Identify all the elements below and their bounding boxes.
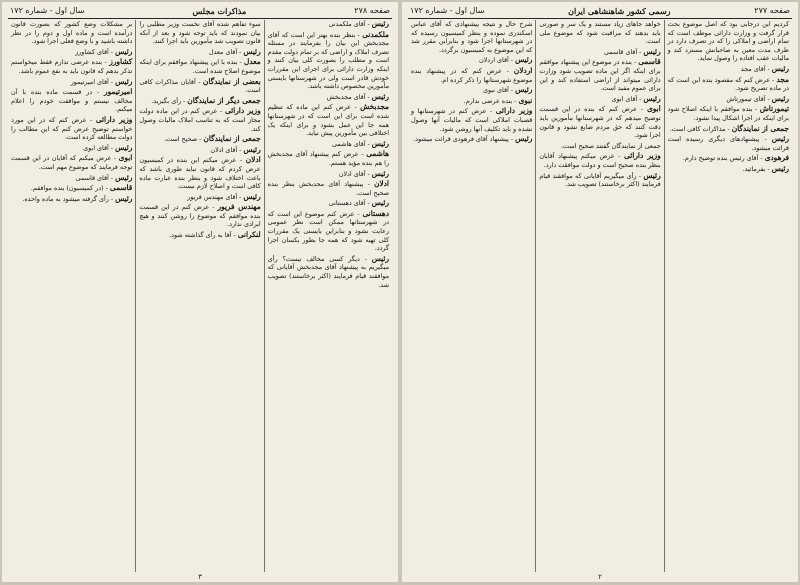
speaker-name: رئیس — [515, 55, 533, 65]
speech-paragraph — [11, 144, 132, 153]
left-page-number: ۳ — [198, 573, 202, 581]
speaker-name: رئیس — [115, 172, 133, 182]
right-page-issue: سال اول - شماره ۱۷۲ — [410, 6, 485, 15]
speech-text: - آقای امیرتیمور — [70, 77, 114, 86]
speech-text: - عرض کنم که در پیشنهاد بنده موضوع شهرستانها را ذکر کرده ام. — [411, 66, 533, 84]
speech-text: - بنده موافقم با اینکه اصلاح شود برای اینکه در اجرا اشکال پیدا نشود. — [667, 105, 789, 122]
speech-paragraph — [411, 56, 532, 65]
speech-paragraph — [411, 97, 532, 106]
speaker-name: رئیس — [371, 91, 389, 101]
speech-text: - آقای نبوی — [483, 86, 514, 95]
speech-paragraph — [668, 20, 789, 63]
speaker-name: رئیس — [643, 170, 661, 180]
speech-paragraph — [539, 48, 660, 57]
speech-paragraph — [268, 210, 389, 253]
speaker-name: وزیر دارائی — [495, 106, 533, 116]
speaker-name: قاسمی — [638, 57, 661, 67]
speech-text: - رأی گرفته میشود به ماده واحده. — [22, 194, 114, 203]
speech-paragraph — [268, 140, 389, 149]
right-page-columns — [408, 20, 792, 572]
speaker-name: رئیس — [371, 168, 389, 178]
left-page-header — [8, 6, 392, 19]
right-page-header — [408, 6, 792, 19]
speech-text: - صحیح است. — [164, 135, 202, 144]
speaker-name: وزیر دارائی — [224, 106, 261, 116]
left-page-columns — [8, 20, 392, 572]
speech-paragraph — [668, 125, 789, 134]
speech-paragraph — [668, 165, 789, 174]
speech-paragraph — [11, 88, 132, 114]
speaker-name: ادلان — [245, 155, 261, 165]
speech-text: - آقای قاسمی — [603, 47, 642, 56]
speech-paragraph — [539, 152, 660, 169]
speaker-name: دهستانی — [362, 208, 389, 218]
speech-paragraph — [139, 156, 260, 190]
speech-paragraph — [411, 86, 532, 95]
speech-paragraph — [268, 255, 389, 289]
speaker-name: اردلان — [513, 65, 533, 75]
speech-paragraph — [668, 65, 789, 74]
speaker-name: جمعی از نمایندگان — [731, 123, 789, 133]
speech-text: - عرض کنم موضوع این است که در شهرستانها ممکن است نظر عمومی رعایت نشود و بنابراین بایستی یک مقررات کلی تهیه شود که همه جا بطور یکسان اجرا گردد. — [267, 209, 389, 253]
speaker-name: رئیس — [115, 46, 133, 56]
speech-paragraph — [268, 20, 389, 29]
speaker-name: رئیس — [643, 93, 661, 103]
speech-text: بر مشکلات وضع کشور که بصورت قانون درآمده است و ماده اول و دوم را در نظر داشته باشید و با وضع فعلی اجرا شود. — [11, 20, 133, 46]
speech-text: - پیشنهاد آقای مجدبخش بنظر بنده صحیح است. — [267, 180, 389, 197]
speaker-name: رئیس — [771, 163, 789, 173]
speech-paragraph — [411, 20, 532, 54]
speaker-name: لنکرانی — [237, 230, 261, 240]
left-column-1 — [265, 20, 392, 572]
right-page — [402, 2, 798, 582]
speaker-name: نبوی — [518, 95, 533, 105]
speech-text: - بنده عرضی ندارم. — [463, 96, 517, 105]
speech-text: - آقای اردلان — [478, 56, 514, 65]
speech-text: - عرض کنم که مقصود بنده این است که در ماده تصریح شود. — [667, 75, 789, 93]
speech-paragraph — [539, 172, 660, 189]
speech-text: - آقای ابوی — [611, 94, 642, 103]
speaker-name: وزیر دارائی — [624, 151, 661, 161]
speech-paragraph — [139, 135, 260, 144]
right-column-1 — [665, 20, 792, 572]
speech-text: - آقای ملکمدنی — [328, 20, 370, 28]
speech-paragraph — [539, 142, 660, 151]
right-column-3 — [408, 20, 536, 572]
speaker-name: مجدبخش — [360, 102, 389, 112]
speaker-name: فرهودی — [764, 153, 789, 163]
speaker-name: ابوی — [118, 153, 133, 163]
speech-text: - آقای تیمورتاش — [726, 94, 770, 103]
speech-paragraph — [139, 107, 260, 133]
speech-paragraph — [668, 135, 789, 152]
speaker-name: رئیس — [771, 134, 789, 144]
speaker-name: بعضی از نمایندگان — [202, 76, 261, 86]
speaker-name: رئیس — [515, 134, 533, 144]
speech-text: سوء تفاهم شده آقای نخست وزیر مطلبی را بیان نمودند که باید توجه شود و بعد از آنکه قانون تصویب شد مأمورین باید اجرا کنند. — [139, 20, 261, 46]
speech-paragraph — [11, 154, 132, 171]
speech-text: - مذاکرات کافی است. — [669, 124, 730, 133]
speaker-name: رئیس — [115, 193, 133, 203]
speech-paragraph — [11, 58, 132, 75]
speech-text: - آقای مجدبخش — [326, 92, 370, 101]
speech-text: - آقای ادلان — [338, 169, 370, 178]
speech-text: - آقای ادلان — [210, 145, 242, 154]
speaker-name: رئیس — [243, 46, 261, 56]
speaker-name: کشاورز — [109, 57, 133, 67]
speech-paragraph — [411, 107, 532, 133]
speech-text: - پیشنهادهای دیگری رسیده است قرائت میشود. — [667, 135, 789, 152]
speech-paragraph — [268, 199, 389, 208]
speaker-name: قاسمی — [109, 183, 133, 193]
speech-text: خواهد جاهای زیاد مستند و یک سر و صورتی باید بدهند که مراقبت شود که موضوع ملی است. — [539, 20, 661, 46]
speech-text: - رأی میگیریم آقایانی که موافقند قیام فرمایند (اکثر برخاستند) تصویب شد. — [539, 171, 661, 189]
speech-paragraph — [139, 193, 260, 202]
right-page-number: ۲ — [598, 573, 602, 581]
speech-text: جمعی از نمایندگان گفتند صحیح است. — [560, 141, 661, 150]
speech-paragraph — [11, 174, 132, 183]
speaker-name: تیمورتاش — [759, 104, 789, 114]
speech-text: - عرض میکنم پیشنهاد آقایان بنظر بنده صحیح است و دولت موافقت دارد. — [539, 152, 661, 169]
speech-paragraph — [139, 78, 260, 95]
speech-paragraph — [268, 103, 389, 137]
speech-text: - آقای معدل — [208, 47, 242, 56]
speaker-name: رئیس — [515, 85, 533, 95]
left-page-title: مذاکرات مجلس — [192, 6, 247, 16]
speaker-name: هاشمی — [366, 149, 389, 159]
speech-text: - عرض کنم این ماده که تنظیم شده است برای این است که در شهرستانها همه جا این عمل بشود و برای اینکه یک اختلافی بین مأمورین پیش نیاید. — [267, 103, 389, 138]
speech-paragraph — [139, 231, 260, 240]
speech-text: - عرض کنم در شهرستانها و قصبات املاکی است که مالیات آنها وصول نشده و باید تکلیف آنها روشن شود. — [411, 107, 533, 133]
speaker-name: رئیس — [371, 20, 389, 28]
speech-text: - آقای قاسمی — [75, 173, 114, 182]
speaker-name: رئیس — [371, 253, 389, 263]
speech-text: - عرض کنم که در این مورد خواستم توضیح عرض کنم که این مطالب را دولت مطالعه کرده است. — [11, 115, 133, 142]
speaker-name: امیرتیمور — [104, 87, 133, 97]
speech-paragraph — [668, 95, 789, 104]
speech-paragraph — [11, 20, 132, 46]
speech-paragraph — [411, 135, 532, 144]
speech-text: - آقای مجد — [740, 64, 770, 73]
speech-paragraph — [139, 97, 260, 106]
speech-paragraph — [539, 58, 660, 92]
speech-text: - عرض میکنم این بنده در کمیسیون عرض کردم که قانون نباید طوری باشد که باعث اختلاف شود و بنظر بنده عبارت ماده کافی است و اصلاح لازم نیست. — [139, 156, 261, 191]
speech-paragraph — [268, 170, 389, 179]
speaker-name: معدل — [243, 57, 261, 67]
speaker-name: مجد — [776, 74, 789, 84]
speech-paragraph — [11, 195, 132, 204]
speech-text: - بنده با این پیشنهاد موافقم برای اینکه موضوع اصلاح شده است. — [139, 58, 261, 75]
speech-text: - آقای دهستانی — [328, 199, 370, 208]
speaker-name: رئیس — [643, 46, 661, 56]
speech-paragraph — [268, 31, 389, 91]
speaker-name: ملکمدنی — [362, 29, 389, 39]
newspaper-spread — [2, 2, 798, 582]
speech-text: - عرض کنم در این قسمت بنده موافقم که موضوع را روشن کنند و هیچ ایرادی ندارد. — [139, 203, 261, 229]
speech-text: - بنده عرضی ندارم فقط میخواستم تذکر بدهم که قانون باید به نفع عموم باشد. — [11, 58, 133, 75]
speech-paragraph — [11, 78, 132, 87]
speech-text: - آقای ابوی — [83, 143, 114, 152]
speech-paragraph — [139, 20, 260, 46]
speech-text: - بنظر بنده بهتر این است که آقای مجدبخش این بیان را بفرمایند در مسئله تصرف املاک و اراضی که بر تمام دولت مقدم است و مطلب را بصورت کلی بیان کنند و اینکه وزارت دارائی برای اجرای این مقررات خودش قادر است ولی در شهرستانها بایستی مأمورین مخصوص داشته باشد. — [267, 30, 389, 91]
speech-paragraph — [539, 20, 660, 46]
speaker-name: ادلان — [374, 179, 389, 189]
left-page-issue: سال اول - شماره ۱۷۲ — [10, 6, 85, 15]
speech-paragraph — [11, 48, 132, 57]
speech-paragraph — [668, 76, 789, 93]
speaker-name: رئیس — [371, 138, 389, 148]
speech-paragraph — [139, 48, 260, 57]
speech-paragraph — [11, 184, 132, 193]
speaker-name: رئیس — [243, 191, 261, 201]
speech-text: - عرض کنم که بنده در این قسمت توضیح میدهم که در شهرستانها مأمورین باید دقت کنند که حق مردم ضایع نشود و قانون اجرا شود. — [539, 105, 661, 140]
speech-paragraph — [268, 150, 389, 167]
left-column-3 — [8, 20, 136, 572]
speaker-name: رئیس — [115, 76, 133, 86]
right-column-2 — [536, 20, 664, 572]
speech-paragraph — [668, 154, 789, 163]
speech-paragraph — [539, 95, 660, 104]
speech-paragraph — [139, 146, 260, 155]
speech-text: - عرض میکنم که آقایان در این قسمت توجه فرمایند که موضوع مهم است. — [11, 154, 133, 171]
speech-text: شرح حال و نتیجه پیشنهادی که آقای عباس اسکندری نموده و بنظر کمیسیون رسیده که در شهرستانها اجرا شود و بنابراین مقرر شد که این موضوع به کمیسیون برگردد. — [411, 20, 533, 54]
right-page-label: صفحه ۲۷۷ — [754, 6, 790, 15]
speech-text: - آقای رئیس بنده توضیح دارم. — [682, 154, 763, 163]
left-page — [2, 2, 398, 582]
speaker-name: جمعی از نمایندگان — [203, 134, 261, 144]
speaker-name: رئیس — [771, 93, 789, 103]
speech-paragraph — [11, 116, 132, 142]
speech-text: - آقای هاشمی — [331, 139, 370, 148]
speech-text: - آقا به رأی گذاشته شود. — [169, 231, 236, 240]
speaker-name: رئیس — [771, 63, 789, 73]
left-column-2 — [136, 20, 264, 572]
speech-text: - بفرمائید. — [742, 164, 770, 173]
speech-text: - در قسمت ماده بنده با آن مخالف نیستم و موافقت خودم را اعلام میکنم. — [11, 88, 133, 114]
right-page-title: رسمی کشور شاهنشاهی ایران — [568, 6, 671, 16]
speaker-name: وزیر دارائی — [95, 114, 133, 124]
speech-text: - (در کمیسیون) بنده موافقم. — [30, 184, 108, 193]
speech-text: - دیگر کسی مخالف نیست؟ رأی میگیریم به پیشنهاد آقای مجدبخش آقایانی که موافقند قیام فرمایند (اکثر برخاستند) تصویب شد. — [267, 254, 389, 289]
speaker-name: رئیس — [115, 142, 133, 152]
speech-text: - بنده در موضوع این پیشنهاد موافقم برای اینکه اگر این ماده تصویب شود وزارت دارائی میتواند از اراضی استفاده کند و این برای عموم مفید است. — [539, 58, 661, 93]
speech-text: - پیشنهاد آقای فرهودی قرائت میشود. — [413, 135, 514, 144]
speech-paragraph — [268, 93, 389, 102]
speech-paragraph — [139, 58, 260, 75]
speech-paragraph — [411, 67, 532, 84]
speaker-name: ابوی — [646, 104, 661, 114]
speech-text: - آقای مهندس فریور — [187, 192, 242, 201]
speaker-name: جمعی دیگر از نمایندگان — [187, 95, 261, 105]
speech-paragraph — [539, 105, 660, 139]
speech-text: - رأی بگیرید. — [151, 96, 186, 105]
speech-paragraph — [139, 203, 260, 229]
speech-text: کردیم این درجایی بود که اصل موضوع بحث قرار گرفت و وزارت دارائی موظف است که تمام اراضی و املاکی را که در تصرف دارد در ظرف مدت معین به صاحبانش مسترد کند و مالیات عقب افتاده را وصول نماید. — [667, 20, 789, 63]
speech-paragraph — [668, 105, 789, 122]
speaker-name: رئیس — [371, 198, 389, 208]
speech-text: - عرض کنم پیشنهاد آقای مجدبخش را هم بنده مؤید هستم. — [267, 150, 389, 167]
speech-text: - آقای کشاورز — [75, 47, 114, 56]
left-page-label: صفحه ۲۷۸ — [354, 6, 390, 15]
speaker-name: مهندس فریور — [217, 202, 261, 212]
speaker-name: رئیس — [243, 144, 261, 154]
speech-paragraph — [268, 180, 389, 197]
speech-text: - عرض کنم در این ماده دولت مجاز است که به تناسب املاک مالیات وصول کند. — [139, 107, 261, 133]
speech-text: - آقایان مذاکرات کافی است. — [139, 77, 261, 95]
